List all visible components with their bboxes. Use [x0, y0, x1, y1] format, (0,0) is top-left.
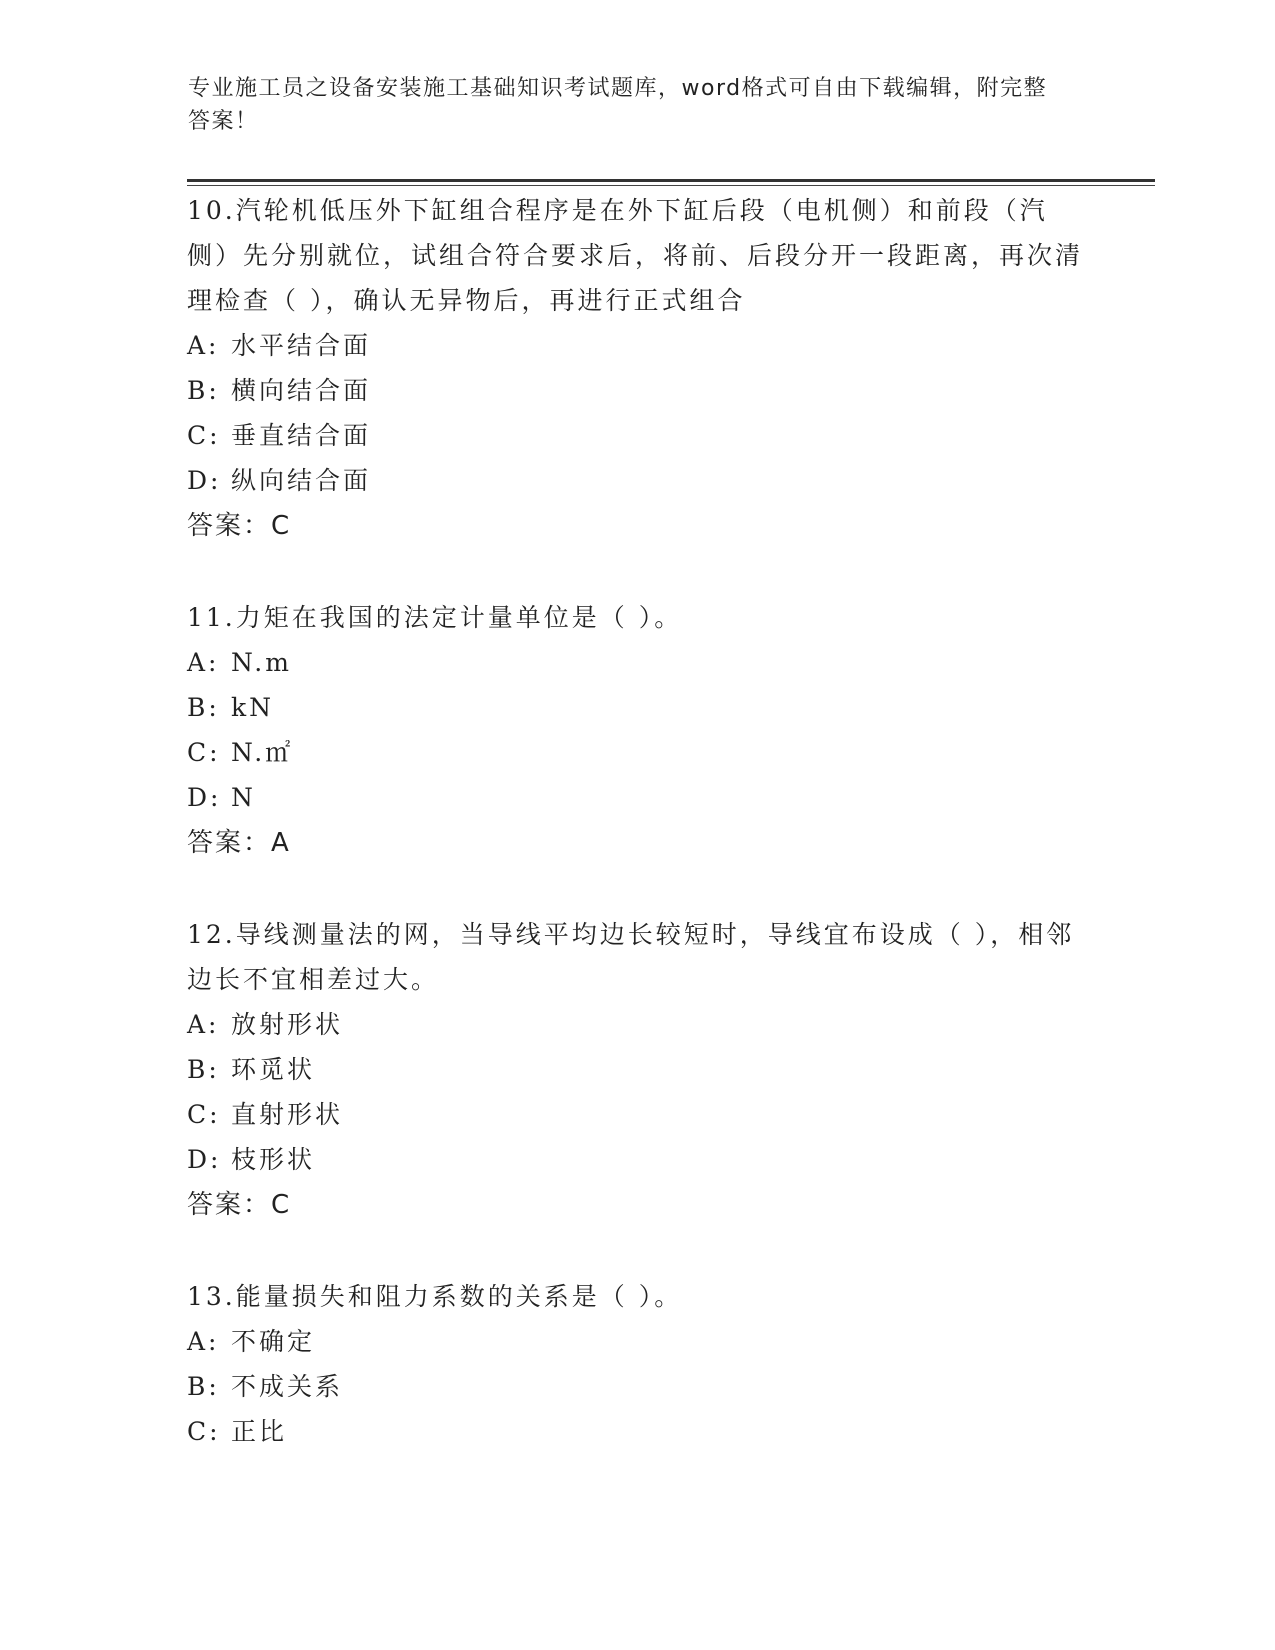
answer-line: 答案：C [187, 1190, 292, 1220]
option-letter: C: [187, 1100, 221, 1129]
option-c [187, 413, 1087, 458]
option-letter: B: [187, 1372, 220, 1401]
option-letter: A: [187, 648, 220, 677]
option-letter: B: [187, 376, 220, 405]
question-stem: 11.力矩在我国的法定计量单位是（ ）。 [187, 603, 683, 632]
option-text: 枝形状 [231, 1145, 316, 1174]
question-stem: 13.能量损失和阻力系数的关系是（ ）。 [187, 1282, 683, 1311]
option-b [187, 1364, 1087, 1409]
option-text: 不确定 [231, 1327, 316, 1356]
option-a [187, 323, 1087, 368]
question-stem: 12.导线测量法的网，当导线平均边长较短时，导线宜布设成（ ），相邻边长不宜相差过大。 [187, 920, 1075, 994]
option-b [187, 1047, 1087, 1092]
option-text: 直射形状 [231, 1100, 344, 1129]
option-letter: B: [187, 1055, 220, 1084]
answer-line: 答案：C [187, 511, 292, 541]
option-text: N.m [231, 648, 292, 677]
option-letter: A: [187, 331, 220, 360]
option-text: 环觅状 [231, 1055, 316, 1084]
option-d [187, 1137, 1087, 1182]
option-letter: D: [187, 783, 222, 812]
option-letter: D: [187, 1145, 222, 1174]
option-a [187, 1319, 1087, 1364]
option-a [187, 1002, 1087, 1047]
option-letter: C: [187, 1417, 221, 1446]
option-text: 放射形状 [231, 1010, 344, 1039]
option-b [187, 685, 1087, 730]
option-c [187, 1092, 1087, 1137]
question-11 [187, 595, 1087, 866]
option-text: 垂直结合面 [231, 421, 372, 450]
option-d [187, 775, 1087, 820]
option-text: kN [231, 693, 275, 722]
option-letter: A: [187, 1010, 220, 1039]
option-b [187, 368, 1087, 413]
question-stem: 10.汽轮机低压外下缸组合程序是在外下缸后段（电机侧）和前段（汽侧）先分别就位，试组合符合要求后，将前、后段分开一段距离，再次清理检查（ ），确认无异物后，再进行正式组合 [187, 196, 1084, 315]
option-letter: C: [187, 421, 221, 450]
question-list [187, 188, 1087, 1454]
option-d [187, 458, 1087, 503]
option-letter: A: [187, 1327, 220, 1356]
option-c [187, 1409, 1087, 1454]
option-a [187, 640, 1087, 685]
option-text: N [231, 783, 256, 812]
header-divider-thin [187, 185, 1155, 186]
option-text: 横向结合面 [231, 376, 372, 405]
option-letter: B: [187, 693, 220, 722]
document-header: 专业施工员之设备安装施工基础知识考试题库，word格式可自由下载编辑，附完整答案！ [188, 76, 1048, 134]
option-text: 纵向结合面 [231, 466, 372, 495]
header-divider-thick [187, 179, 1155, 182]
option-text: N.㎡ [231, 738, 294, 767]
option-c [187, 730, 1087, 775]
answer-line: 答案：A [187, 828, 291, 858]
option-letter: C: [187, 738, 221, 767]
question-13 [187, 1274, 1087, 1454]
question-12 [187, 912, 1087, 1228]
option-text: 不成关系 [231, 1372, 344, 1401]
option-text: 水平结合面 [231, 331, 372, 360]
question-10 [187, 188, 1087, 549]
option-text: 正比 [231, 1417, 288, 1446]
option-letter: D: [187, 466, 222, 495]
